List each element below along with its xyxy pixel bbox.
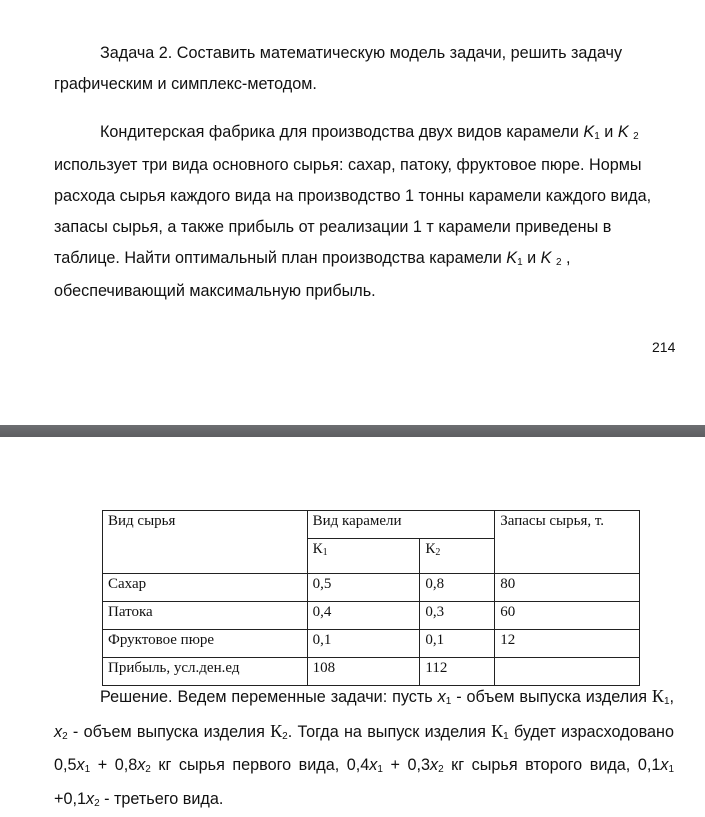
x2d-sub: 2 xyxy=(94,797,100,809)
x1a: x xyxy=(437,688,446,706)
x1b-sub: 1 xyxy=(84,764,91,775)
x2c: x xyxy=(429,756,439,774)
task-title xyxy=(54,38,674,100)
row-stock: 60 xyxy=(495,602,640,630)
sol-s8: кг сырья первого вида, 0,4 xyxy=(150,756,370,774)
row-stock: 12 xyxy=(495,630,640,658)
K1a-sub: 1 xyxy=(663,696,670,707)
page-number: 214 xyxy=(652,339,676,355)
k1-symbol: K xyxy=(583,123,595,141)
x2c-sub: 2 xyxy=(438,764,444,775)
row-name: Фруктовое пюре xyxy=(103,630,308,658)
x2d: x xyxy=(85,789,95,808)
x2b: x xyxy=(137,756,146,774)
desc-end: , обеспечивающий максимальную прибыль. xyxy=(54,249,571,300)
K1b-sub: 1 xyxy=(503,730,509,742)
x1d-sub: 1 xyxy=(668,764,674,775)
row-k1: 0,4 xyxy=(307,602,420,630)
header-caramel-kind: Вид карамели xyxy=(307,511,495,539)
desc-mid: использует три вида основного сырья: сахар, патоку, фруктовое пюре. Нормы расхода сырья каждого вида на производство 1 тонны карамели каждого вида, запасы сырья, а также прибыль от реализации 1 т карамели приведены в таблице. Найти оптимальный план производства карамели xyxy=(54,156,652,267)
sol-s10: кг сырья второго вида, 0,1 xyxy=(443,756,661,774)
row-name: Патока xyxy=(103,602,308,630)
sol-s12: - третьего вида. xyxy=(99,789,224,808)
row-k2: 112 xyxy=(420,658,495,686)
desc-and1: и xyxy=(599,123,618,141)
row-stock: 80 xyxy=(495,574,640,602)
row-k1: 0,5 xyxy=(307,574,420,602)
solution-text xyxy=(54,681,674,817)
k1b-symbol: K xyxy=(506,249,518,267)
subheader-k2 xyxy=(420,539,495,574)
K2a-sub: 2 xyxy=(282,730,288,742)
row-name: Сахар xyxy=(103,574,308,602)
header-stock: Запасы сырья, т. xyxy=(495,511,640,574)
table-header-row xyxy=(103,511,640,539)
desc-and2: и xyxy=(522,249,541,267)
k1b-subscript: 1 xyxy=(517,257,523,268)
table-row xyxy=(103,574,640,602)
k1-subscript: 1 xyxy=(594,131,600,142)
K1a: К xyxy=(651,686,664,706)
row-name: Прибыль, усл.ден.ед xyxy=(103,658,308,686)
row-k1: 108 xyxy=(307,658,420,686)
x1d: x xyxy=(660,756,669,774)
K2a: К xyxy=(270,720,283,741)
row-k2: 0,8 xyxy=(420,574,495,602)
sol-s9: + 0,3 xyxy=(382,756,430,774)
x2b-sub: 2 xyxy=(145,764,151,775)
sol-s4: - объем выпуска изделия xyxy=(67,722,271,741)
sol-s6: будет израсходовано 0,5 xyxy=(54,722,674,774)
task-title-text: Задача 2. Составить математическую модель задачи, решить задачу графическим и симплекс-методом. xyxy=(54,44,623,93)
sol-s5: . Тогда на выпуск изделия xyxy=(287,722,492,741)
header-material-type: Вид сырья xyxy=(103,511,308,574)
sol-s7: + 0,8 xyxy=(90,756,138,774)
x1b: x xyxy=(76,756,85,774)
x2a-sub: 2 xyxy=(62,730,68,742)
sol-s2: - объем выпуска изделия xyxy=(451,688,652,706)
subheader-k2-letter: К xyxy=(425,541,436,557)
k2b-symbol: K xyxy=(540,249,552,267)
k2b-subscript: 2 xyxy=(555,257,562,268)
x1c: x xyxy=(369,756,378,774)
page-separator xyxy=(0,425,705,437)
row-k2: 0,3 xyxy=(420,602,495,630)
k2-subscript: 2 xyxy=(633,131,639,142)
task-description xyxy=(54,117,674,307)
x1a-sub: 1 xyxy=(445,696,452,707)
K1b: К xyxy=(491,720,504,741)
table-row xyxy=(103,630,640,658)
subheader-k1-letter: К xyxy=(312,541,323,557)
desc-start: Кондитерская фабрика для производства двух видов карамели xyxy=(100,123,584,141)
subheader-k2-index: 2 xyxy=(435,547,441,558)
sol-s11: +0,1 xyxy=(54,789,86,808)
sol-s1: Решение. Ведем переменные задачи: пусть xyxy=(100,688,438,706)
table-row xyxy=(103,602,640,630)
row-k1: 0,1 xyxy=(307,630,420,658)
subheader-k1-index: 1 xyxy=(322,547,328,558)
row-k2: 0,1 xyxy=(420,630,495,658)
k2-symbol: K xyxy=(617,123,629,141)
sol-s3: , xyxy=(669,688,674,706)
subheader-k1 xyxy=(307,539,420,574)
raw-materials-table xyxy=(102,510,640,686)
x1c-sub: 1 xyxy=(377,764,383,775)
x2a: x xyxy=(54,722,63,741)
